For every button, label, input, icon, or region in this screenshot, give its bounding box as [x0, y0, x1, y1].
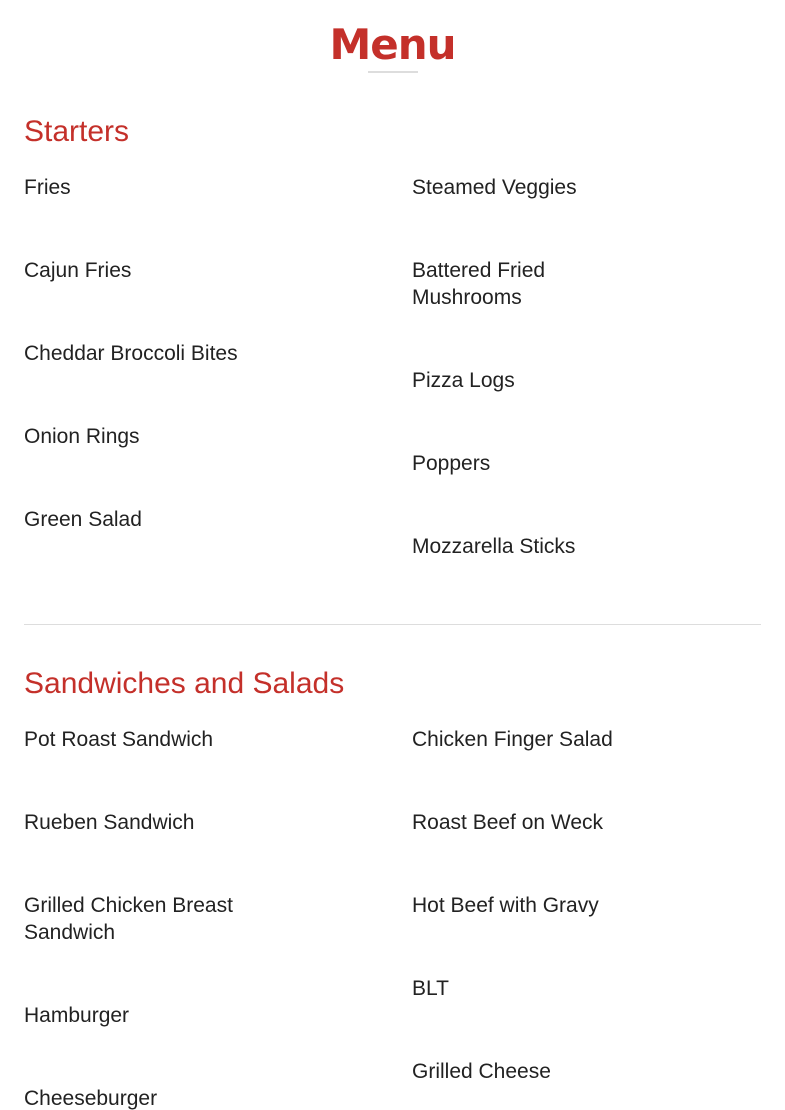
page-title: Menu: [329, 20, 456, 70]
menu-item[interactable]: BLT: [412, 977, 449, 1000]
menu-item[interactable]: Battered Fried Mushrooms: [412, 259, 546, 309]
starters-right-column: [412, 174, 652, 616]
menu-item[interactable]: Grilled Cheese: [412, 1060, 551, 1083]
menu-item[interactable]: Mozzarella Sticks: [412, 535, 576, 558]
section-divider: [24, 624, 761, 625]
sandwiches-left-column: [24, 726, 264, 1110]
menu-item[interactable]: Rueben Sandwich: [24, 811, 195, 834]
menu-item[interactable]: Pizza Logs: [412, 369, 515, 392]
menu-item[interactable]: Poppers: [412, 452, 491, 475]
section-heading-sandwiches-and-salads: Sandwiches and Salads: [24, 667, 345, 700]
menu-item[interactable]: Onion Rings: [24, 425, 140, 448]
section-heading-starters: Starters: [24, 115, 130, 148]
menu-item[interactable]: Fries: [24, 176, 71, 199]
menu-item[interactable]: Grilled Chicken Breast Sandwich: [24, 894, 233, 944]
title-divider: [368, 71, 418, 73]
menu-item[interactable]: Cheeseburger: [24, 1087, 158, 1110]
menu-item[interactable]: Pot Roast Sandwich: [24, 728, 214, 751]
menu-item[interactable]: Roast Beef on Weck: [412, 811, 604, 834]
starters-left-column: [24, 174, 264, 589]
menu-item[interactable]: Chicken Finger Salad: [412, 728, 613, 751]
menu-item[interactable]: Steamed Veggies: [412, 176, 577, 199]
sandwiches-right-column: [412, 726, 652, 1110]
menu-item[interactable]: Green Salad: [24, 508, 142, 531]
menu-item[interactable]: Hamburger: [24, 1004, 130, 1027]
menu-item[interactable]: Hot Beef with Gravy: [412, 894, 599, 917]
menu-item[interactable]: Cajun Fries: [24, 259, 132, 282]
menu-item[interactable]: Cheddar Broccoli Bites: [24, 342, 238, 365]
